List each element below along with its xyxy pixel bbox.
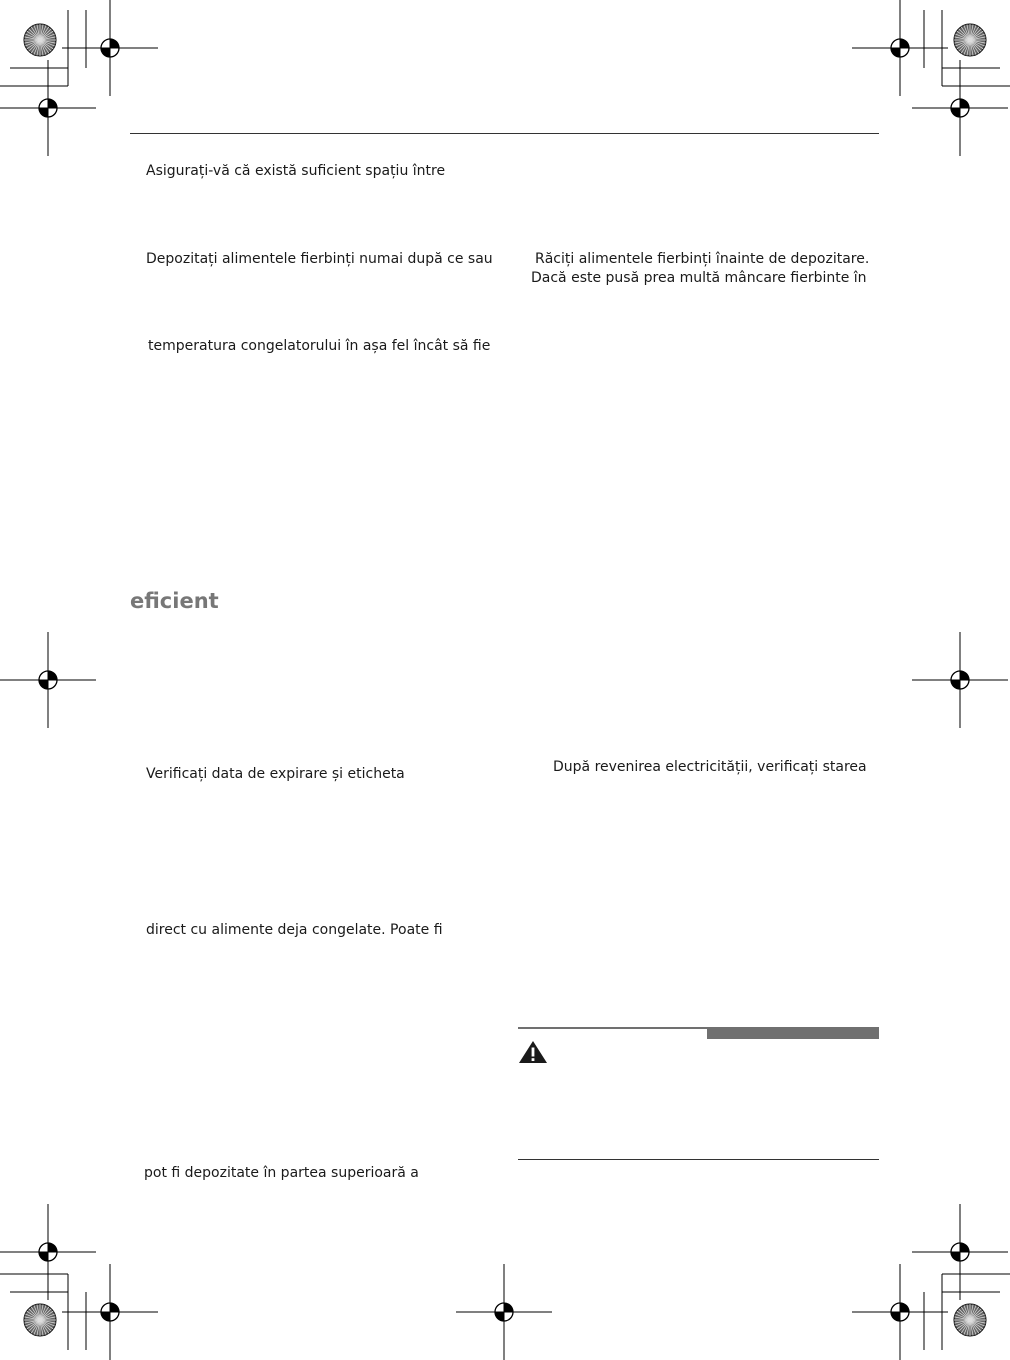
left-text-line-5: direct cu alimente deja congelate. Poate fi [146,922,443,938]
section-heading: eficient [130,589,219,613]
left-text-line-1: Asigurați-vă că există suficient spațiu între [146,163,446,179]
right-text-line-3: După revenirea electricității, verificați starea [553,759,867,775]
left-text-line-3: temperatura congelatorului în așa fel încât să fie [148,338,491,354]
right-text-line-1: Răciți alimentele fierbinți înainte de depozitare. [535,251,870,267]
left-text-line-2: Depozitați alimentele fierbinți numai după ce sau [146,251,493,267]
left-text-line-6: pot fi depozitate în partea superioară a [144,1165,419,1181]
left-text-line-4: Verificați data de expirare și eticheta [146,766,405,782]
right-text-line-2: Dacă este pusă prea multă mâncare fierbinte în [531,270,867,286]
